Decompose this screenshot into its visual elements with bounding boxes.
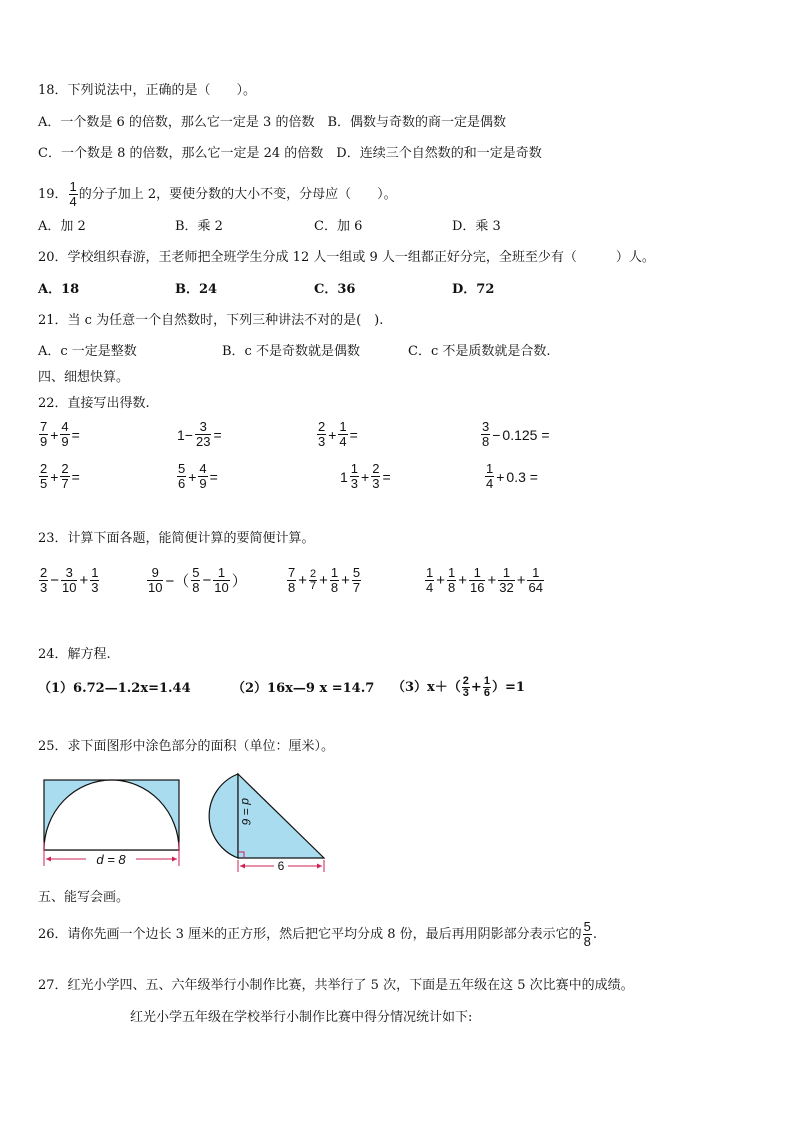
- q19-fraction-den: 4: [69, 194, 77, 209]
- q22-stem: 22．直接写出得数.: [38, 396, 150, 411]
- q22-expr-2: 1− $\frac{3}{23}$ =: [177, 419, 222, 449]
- q19-fraction: [69, 180, 78, 209]
- q22-expr-4: $\frac{3}{8}$ − 0.125 =: [482, 419, 550, 449]
- q25-stem: 25．求下面图形中涂色部分的面积（单位：厘米）。: [38, 739, 335, 754]
- q23-expr-1: $\frac{2}{3}$ − $\frac{3}{10}$ + $\frac{1}{3}$: [40, 565, 99, 595]
- q19-option-a: A．加 2: [38, 219, 86, 234]
- q19-option-d: D．乘 3: [452, 219, 501, 234]
- figure-2-diameter-label: d = 6: [239, 798, 253, 826]
- q23-expr-2: $\frac{9}{10}$ −（ $\frac{5}{8}$ − $\frac{1}{10}$ ）: [148, 565, 247, 595]
- q25-figure-1: [38, 772, 188, 872]
- q23-expr-4: $\frac{1}{4}$ + $\frac{1}{8}$ + $\frac{1}{16}$ + $\frac{1}{32}$ + $\frac{1}{64}$: [426, 565, 543, 595]
- q19-stem-rest: 的分子加上 2，要使分数的大小不变，分母应（ ）。: [78, 186, 397, 202]
- q22-expr-5: $\frac{2}{5}$ + $\frac{2}{7}$ =: [40, 461, 80, 491]
- q20-option-c: C．36: [314, 282, 356, 297]
- q24-stem: 24．解方程.: [38, 647, 111, 662]
- q24-equation-1: （1）6.72—1.2x=1.44: [38, 681, 191, 696]
- q23-expr-3: $\frac{7}{8}$ + $\frac{2}{7}$ + $\frac{1}{8}$ + $\frac{5}{7}$: [288, 565, 361, 595]
- q21-option-a: A．c 一定是整数: [38, 344, 137, 359]
- q19-stem: [38, 180, 397, 209]
- q18-options-ab: A．一个数是 6 的倍数，那么它一定是 3 的倍数 B．偶数与奇数的商一定是偶数: [38, 115, 507, 130]
- q20-option-b: B．24: [175, 282, 218, 297]
- q19-number: 19．: [38, 186, 68, 202]
- q19-option-b: B．乘 2: [175, 219, 223, 234]
- q21-stem: 21．当 c 为任意一个自然数时，下列三种讲法不对的是( ).: [38, 313, 384, 328]
- q22-expr-7: 1 $\frac{1}{3}$ + $\frac{2}{3}$ =: [340, 461, 391, 491]
- figure-2-base-label: 6: [277, 859, 285, 873]
- q20-stem: 20．学校组织春游，王老师把全班学生分成 12 人一组或 9 人一组都正好分完，全班至少有（ ）人。: [38, 250, 655, 265]
- q20-option-d: D．72: [452, 282, 495, 297]
- q24-equation-3: （3）x＋（ $\frac{2}{3}$ + $\frac{1}{6}$ ）=1: [392, 675, 525, 699]
- q21-option-c: C．c 不是质数就是合数.: [408, 344, 551, 359]
- q27-stem: 27．红光小学四、五、六年级举行小制作比赛，共举行了 5 次，下面是五年级在这 5 次比赛中的成绩。: [38, 978, 634, 993]
- q22-expr-6: $\frac{5}{6}$ + $\frac{4}{9}$ =: [178, 461, 218, 491]
- figure-2-semicircle: [209, 774, 238, 858]
- section-five-heading: 五、能写会画。: [38, 890, 130, 905]
- q26-stem: 26．请你先画一个边长 3 厘米的正方形，然后把它平均分成 8 份，最后再用阴影部分表示它的 $\frac{5}{8}$ .: [38, 919, 597, 949]
- q22-expr-1: $\frac{7}{9}$ + $\frac{4}{9}$ =: [40, 419, 80, 449]
- figure-1-diameter-label: d = 8: [96, 852, 126, 867]
- q21-option-b: B．c 不是奇数就是偶数: [222, 344, 360, 359]
- q24-equation-2: （2）16x—9 x =14.7: [232, 681, 375, 696]
- q22-expr-8: $\frac{1}{4}$ + 0.3 =: [486, 461, 538, 491]
- q25-figure-2: [188, 766, 338, 876]
- q20-option-a: A．18: [38, 282, 80, 297]
- q18-options-cd: C．一个数是 8 的倍数，那么它一定是 24 的倍数 D．连续三个自然数的和一定是奇数: [38, 146, 542, 161]
- q18-stem: 18．下列说法中，正确的是（ ）。: [38, 83, 257, 98]
- q27-table-title: 红光小学五年级在学校举行小制作比赛中得分情况统计如下:: [130, 1010, 473, 1025]
- section-four-heading: 四、细想快算。: [38, 370, 130, 385]
- q19-fraction-num: 1: [69, 179, 77, 194]
- q19-option-c: C．加 6: [314, 219, 363, 234]
- q22-expr-3: $\frac{2}{3}$ + $\frac{1}{4}$ =: [318, 419, 358, 449]
- q23-stem: 23．计算下面各题，能简便计算的要简便计算。: [38, 531, 315, 546]
